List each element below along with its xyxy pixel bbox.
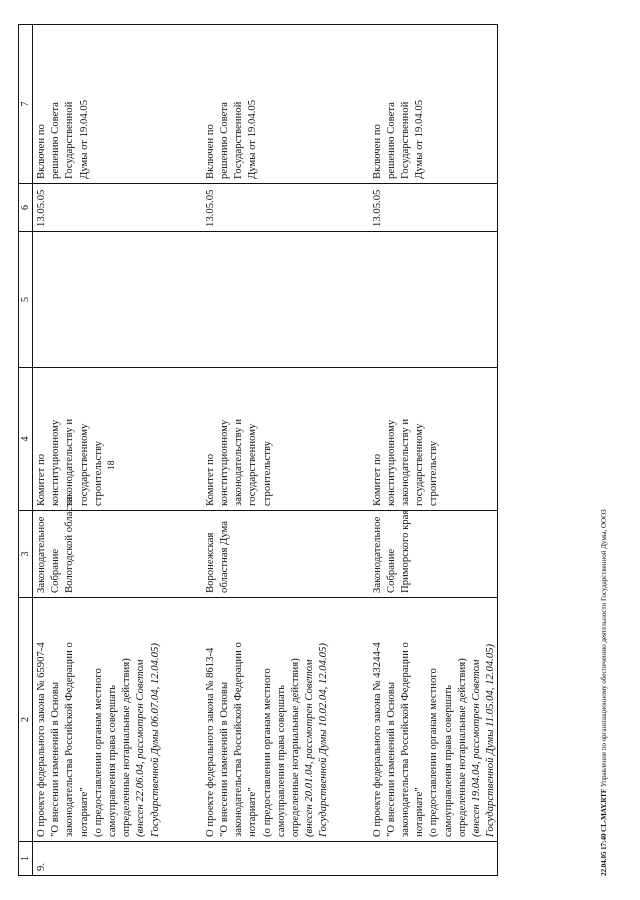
text-line: законодательству и (232, 418, 245, 506)
note-cell (367, 25, 498, 184)
text-line: Государственной (232, 101, 245, 179)
text-line: строительству (427, 440, 440, 506)
agenda-table (18, 24, 498, 876)
text-line: Включен по (203, 124, 216, 179)
text-line: государственному (246, 423, 259, 506)
note-cell (200, 25, 367, 184)
text-line: О проекте федерального закона № 8613-4 (203, 647, 216, 837)
text-line: законодательства Российской Федерации о (63, 642, 76, 837)
text-line: Государственной Думы 06.07.04, 12.04.05) (148, 643, 161, 837)
agenda-row (33, 25, 200, 876)
date-cell: 13.05.05 (200, 184, 367, 232)
text-line: решению Совета (49, 102, 62, 179)
text-line: конституционному (218, 419, 231, 506)
text-line: самоуправления права совершать (106, 684, 119, 837)
text-line: государственному (413, 423, 426, 506)
text-line: Включен по (35, 124, 47, 179)
text-line: самоуправления права совершать (441, 684, 454, 837)
bill-description (367, 598, 498, 842)
text-line: Государственной (63, 101, 76, 179)
text-line: (о предоставлении органам местного (91, 668, 104, 837)
text-line: конституционному (49, 419, 62, 506)
text-line: Комитет по (35, 453, 47, 506)
row-spacer (331, 601, 367, 837)
text-line: Воронежская (203, 532, 216, 593)
text-line: Включен по (370, 124, 383, 179)
bill-description (33, 598, 200, 842)
item-number (200, 842, 367, 876)
column-header-7: 7 (19, 25, 33, 184)
page-number: 18 (107, 460, 117, 470)
text-line: законодательству и (63, 418, 76, 506)
text-line: (о предоставлении органам местного (260, 668, 273, 837)
text-line: законодательству и (399, 418, 412, 506)
text-line: О проекте федерального закона № 43244-4 (370, 642, 383, 837)
column-5-cell (367, 232, 498, 368)
text-line: решению Совета (384, 102, 397, 179)
footer-text: Управление по организационному обеспечению деятельности Государственной Думы, ООО3 (600, 509, 608, 788)
text-line: Государственной Думы 10.02.04, 12.04.05) (317, 643, 330, 837)
text-line: Комитет по (370, 453, 383, 506)
text-line: (внесен 20.01.04, рассмотрен Советом (303, 659, 316, 837)
footer-stamp: 22.04.05 17:40 CL-MAY.RTF (600, 788, 608, 876)
column-5-cell (33, 232, 200, 368)
text-line: определенные нотариальные действия) (455, 658, 468, 837)
text-line: Комитет по (203, 453, 216, 506)
column-5-cell (200, 232, 367, 368)
item-number (367, 842, 498, 876)
column-header-1: 1 (19, 842, 33, 876)
text-line: решению Совета (218, 102, 231, 179)
text-line: Вологодской области (63, 496, 76, 593)
text-line: "О внесении изменений в Основы (384, 681, 397, 837)
text-line: нотариате" (246, 787, 259, 837)
text-line: Думы от 19.04.05 (413, 99, 426, 179)
text-line: (внесен 19.04.04, рассмотрен Советом (470, 659, 483, 837)
column-header-3: 3 (19, 511, 33, 598)
text-line: Думы от 19.04.05 (246, 99, 259, 179)
responsible-committee (33, 368, 200, 511)
responsible-committee (200, 368, 367, 511)
column-header-5: 5 (19, 232, 33, 368)
text-line: Собрание (49, 548, 62, 593)
text-line: Законодательное (35, 516, 47, 593)
text-line: конституционному (384, 419, 397, 506)
date-cell: 13.05.05 (33, 184, 200, 232)
column-header-2: 2 (19, 598, 33, 842)
initiator (200, 511, 367, 598)
text-line: самоуправления права совершать (274, 684, 287, 837)
text-line: (внесен 22.06.04, рассмотрен Советом (134, 659, 147, 837)
text-line: Думы от 19.04.05 (77, 99, 90, 179)
text-line: Законодательное (370, 516, 383, 593)
text-line: "О внесении изменений в Основы (49, 681, 62, 837)
text-line: (о предоставлении органам местного (427, 668, 440, 837)
row-spacer (162, 601, 200, 837)
text-line: строительству (260, 440, 273, 506)
text-line: Государственной Думы 11.05.04, 12.04.05) (484, 643, 497, 837)
text-line: О проекте федерального закона № 65907-4 (35, 642, 47, 837)
bill-description (200, 598, 367, 842)
agenda-row (367, 25, 498, 876)
column-number-header (19, 25, 33, 876)
text-line: строительству (91, 440, 104, 506)
initiator (367, 511, 498, 598)
date-cell: 13.05.05 (367, 184, 498, 232)
column-header-4: 4 (19, 368, 33, 511)
text-line: определенные нотариальные действия) (289, 658, 302, 837)
column-header-6: 6 (19, 184, 33, 232)
text-line: областная Дума (218, 521, 231, 593)
text-line: нотариате" (77, 787, 90, 837)
text-line: законодательства Российской Федерации о (399, 642, 412, 837)
text-line: определенные нотариальные действия) (120, 658, 133, 837)
text-line: Приморского края (399, 509, 412, 593)
text-line: "О внесении изменений в Основы (218, 681, 231, 837)
text-line: законодательства Российской Федерации о (232, 642, 245, 837)
agenda-row (200, 25, 367, 876)
document-footer (600, 509, 608, 876)
text-line: государственному (77, 423, 90, 506)
text-line: Государственной (399, 101, 412, 179)
item-number: 9. (33, 842, 200, 876)
initiator (33, 496, 200, 598)
responsible-committee (367, 368, 498, 511)
text-line: нотариате" (413, 787, 426, 837)
text-line: Собрание (384, 548, 397, 593)
note-cell (33, 25, 200, 184)
